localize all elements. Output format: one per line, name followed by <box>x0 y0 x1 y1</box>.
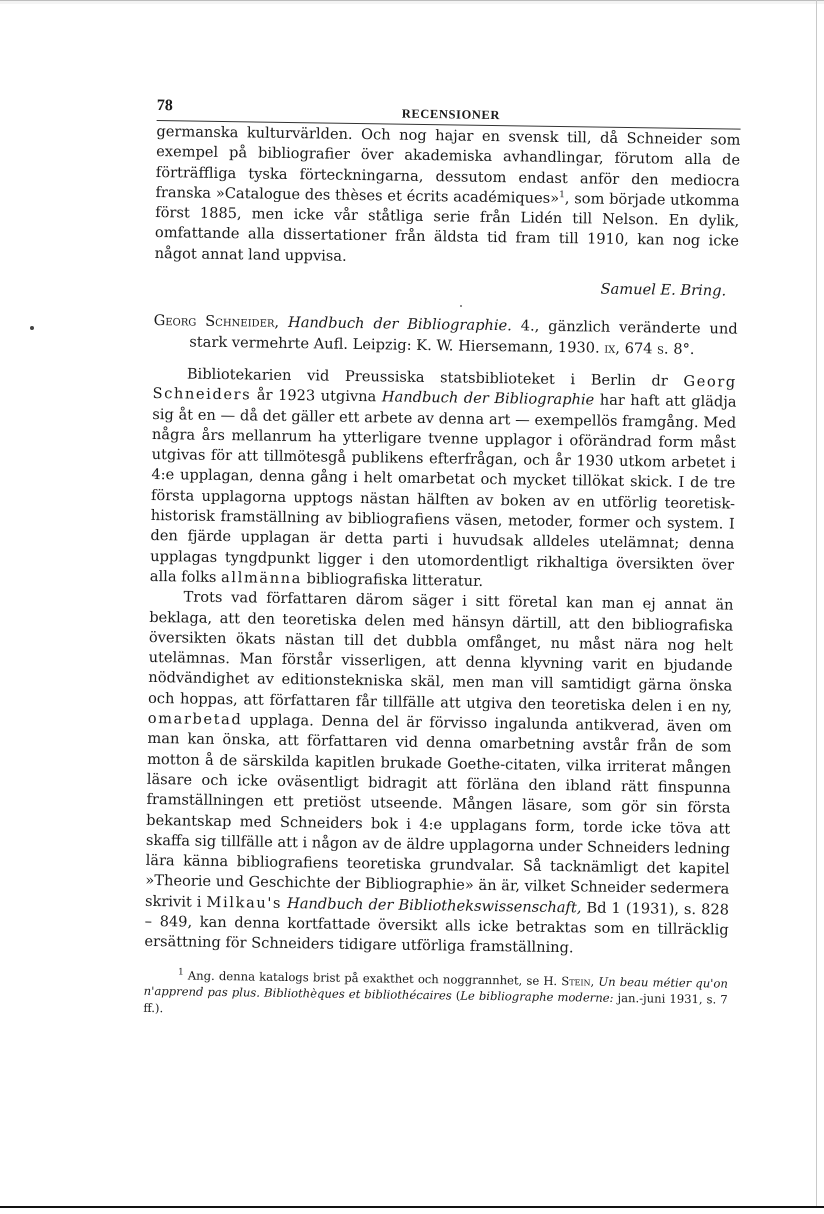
reviewer-signature: Samuel E. Bring. <box>600 280 727 300</box>
footnote-title: Un beau métier qu'on n'apprend pas plus. Bibliothèques et bibliothécaires <box>143 974 728 1003</box>
spaced-word: allmänna <box>220 568 303 588</box>
scan-top-rule <box>0 0 824 1</box>
footnote-marker: 1 <box>177 967 184 978</box>
page-number: 78 <box>156 96 173 115</box>
prior-review-ending: germanska kulturvärlden. Och nog hajar en svensk till, då Schneider som exempel på bibliografier över akademiska avhandlingar, förutom alla de förträffliga tyska förteckningarna, dessutom endast anför den mediocra franska »Catalogue des thèses et écrits académiques»$^1$, som började utkomma först 1885, men icke vår ståtliga serie från Lidén till Nelson. En dylik, omfattande alla dissertationer från äldsta tid fram till 1910, kan nog icke något annat land uppvisa. <box>154 122 741 265</box>
book-title: Handbuch der Bibliographie <box>381 388 595 409</box>
running-head: RECENSIONER <box>401 106 501 123</box>
review-paragraph-2: Trots vad författaren därom säger i sitt företal kan man ej annat än beklaga, att den teoretiska delen med hänsyn därtill, att den bibliografiska översikten ökats nästan till det dubbla omfånget, nu måst nära nog helt utelämnas. Man förstår visserligen, att denna klyvning varit en bjudande nödvändighet av editionstekniska skäl, men man vill samtidigt gärna önska och hoppas, att författaren får tillfälle att utgiva den teoretiska delen i en ny, omarbetad upplaga. Denna del är förvisso ingalunda antikverad, även om man kan önska, att författaren vid denna omarbetning avstår från de som motton å de särskilda kapitlen brukade Goethe-citaten, vilka irriterat mången läsare och icke oväsentligt bidragit att förläna den ibland rätt finspunna framställningen ett pretiöst utseende. Mången läsare, som gör sin första bekantskap med Schneiders bok i 4:e upplagans form, torde icke töva att skaffa sig tillfälle att i någon av de äldre upplagorna under Schneiders ledning lära känna bibliografiens teoretiska grundvalar. Så tacknämligt det kapitel »Theorie und Geschichte der Bibliographie» än är, vilket Schneider sedermera skrivit i Milkau's Handbuch der Bibliothekswissenschaft, Bd 1 (1931), s. 828 – 849, kan denna kortfattade översikt alls icke betraktas som en tillräcklig ersättning för Schneiders tidigare utförliga framställning. <box>144 588 734 957</box>
scan-bottom-edge <box>0 1206 824 1208</box>
entry-format: 8°. <box>673 340 695 358</box>
footnote-journal: Le bibliographe moderne: <box>460 988 614 1006</box>
spaced-name: Milkau's <box>206 893 283 912</box>
spaced-word: omarbetad <box>147 709 243 729</box>
entry-pages: ix, 674 s. <box>604 339 669 358</box>
entry-author: Georg Schneider, <box>153 312 280 332</box>
entry-title: Handbuch der Bibliographie. <box>287 314 512 335</box>
footnote: $^1$ Ang. denna katalogs brist på exakthet och noggrannhet, se H. Stein, Un beau métier qu'on n'apprend pas plus. Bibliothèques et bibliothécaires (Le bibliographe moderne: jan.-juni 1931, s. 7 ff.). <box>143 967 728 1015</box>
scan-speck <box>30 326 34 330</box>
review-paragraph-1: Bibliotekarien vid Preussiska statsbiblioteket i Berlin dr Georg Schneiders år 1923 utgivna Handbuch der Bibliographie har haft att glädja sig åt en — då det gäller ett arbete av denna art — exempellös framgång. Med några års mellanrum ha ytterligare tvenne upplagor i oförändrad form måst utgivas för att tillmötesgå publikens efterfrågan, och år 1930 utkom arbetet i 4:e upplagan, denna gång i helt omarbetat och mycket tillökat skick. I de tre första upplagorna upptogs nästan hälften av boken av en utförlig teoretisk-historisk framställning av bibliografiens väsen, metoder, former och system. I den fjärde upplagan är detta parti i huvudsak alldeles utelämnat; denna upplagas tyngdpunkt ligger i den utomordentligt rikhaltiga översikten över alla folks allmänna bibliografiska litteratur. <box>149 365 737 590</box>
book-page <box>143 96 741 1025</box>
bibliographic-entry <box>153 311 738 360</box>
footnote-author: Stein, <box>561 973 595 989</box>
scan-right-edge <box>816 0 817 1206</box>
footnote-reference: 1 <box>559 190 565 201</box>
book-title: Handbuch der Bibliothekswissenschaft, <box>286 894 582 917</box>
entry-details: 4., gänzlich veränderte und stark vermehrte Aufl. Leipzig: K. W. Hiersemann, 1930. <box>189 317 738 357</box>
spaced-name: Georg Schneiders <box>152 372 737 404</box>
